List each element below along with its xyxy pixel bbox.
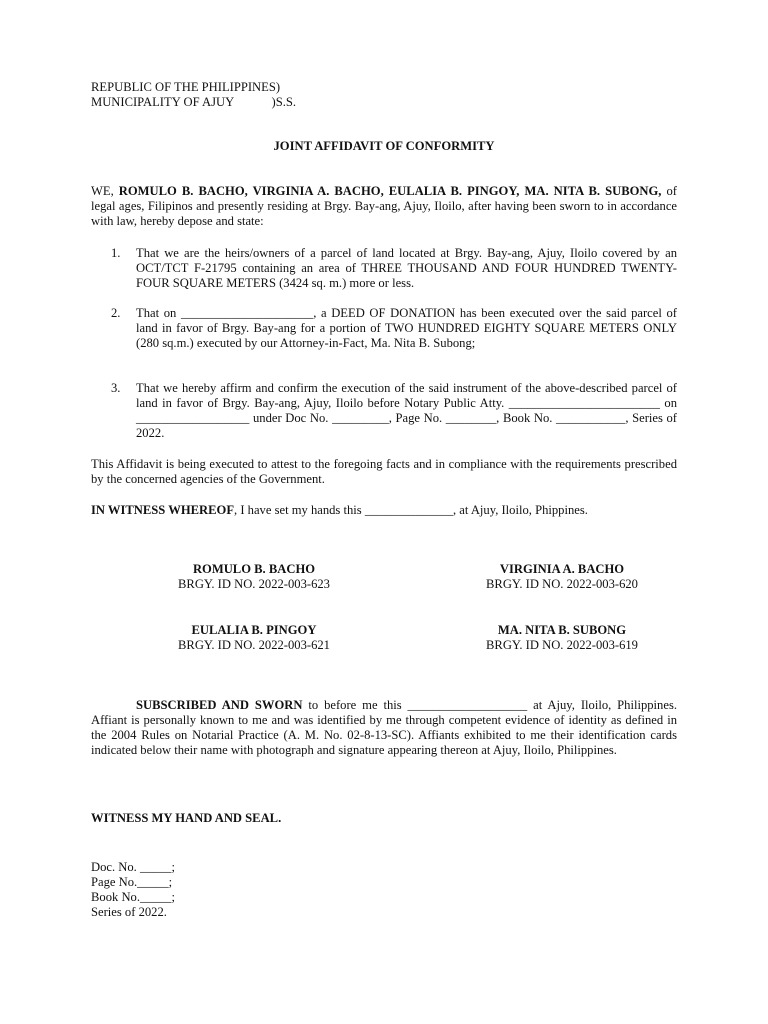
statement-item <box>91 381 677 441</box>
venue-block <box>91 80 296 110</box>
intro-rest: of legal ages, Filipinos and presently residing at Brgy. Bay-ang, Ajuy, Iloilo, after having been sworn to in accordance with law, hereby depose and state: <box>91 184 677 228</box>
witness-lead: IN WITNESS WHEREOF <box>91 503 235 517</box>
jurat-paragraph <box>91 698 677 758</box>
signatory-name: EULALIA B. PINGOY <box>191 623 317 637</box>
document-title: JOINT AFFIDAVIT OF CONFORMITY <box>273 139 495 153</box>
statement-item <box>91 246 677 291</box>
venue-republic: REPUBLIC OF THE PHILIPPINES) <box>91 80 281 94</box>
signatory-name: MA. NITA B. SUBONG <box>497 623 627 637</box>
statement-number: 2. <box>111 306 121 320</box>
witness-paragraph <box>91 503 677 518</box>
signatory-block <box>432 623 692 653</box>
signatory-id: BRGY. ID NO. 2022-003-621 <box>178 638 330 652</box>
book-number: Book No._____; <box>91 890 175 904</box>
statement-number: 1. <box>111 246 121 260</box>
signatory-block <box>124 623 384 653</box>
series-year: Series of 2022. <box>91 905 167 919</box>
venue-municipality: MUNICIPALITY OF AJUY )S.S. <box>91 95 297 109</box>
intro-paragraph <box>91 184 677 229</box>
signatory-id: BRGY. ID NO. 2022-003-623 <box>178 577 330 591</box>
signatory-name: VIRGINIA A. BACHO <box>499 562 625 576</box>
statement-text: That we hereby affirm and confirm the execution of the said instrument of the above-described parcel of land in favor of Brgy. Bay-ang, Ajuy, Iloilo before Notary Public Atty. ________________________ on __________________ under Doc No. _________, Page No. ________, Book No. ___________, Series of 2022. <box>136 381 677 440</box>
seal-statement: WITNESS MY HAND AND SEAL. <box>91 811 282 825</box>
signatory-name: ROMULO B. BACHO <box>192 562 316 576</box>
signatory-id: BRGY. ID NO. 2022-003-619 <box>486 638 638 652</box>
notarial-register <box>91 860 175 920</box>
compliance-paragraph: This Affidavit is being executed to attest to the foregoing facts and in compliance with the requirements prescribed by the concerned agencies of the Government. <box>91 457 677 486</box>
page-number: Page No._____; <box>91 875 173 889</box>
signatory-block <box>432 562 692 592</box>
jurat-lead: SUBSCRIBED AND SWORN <box>136 698 303 712</box>
statement-text: That on _____________________, a DEED OF DONATION has been executed over the said parcel of land in favor of Brgy. Bay-ang for a portion of TWO HUNDRED EIGHTY SQUARE METERS ONLY (280 sq.m.) executed by our Attorney-in-Fact, Ma. Nita B. Subong; <box>136 306 677 350</box>
affiant-names: ROMULO B. BACHO, VIRGINIA A. BACHO, EULALIA B. PINGOY, MA. NITA B. SUBONG, <box>118 184 662 198</box>
signatory-block <box>124 562 384 592</box>
intro-lead: WE, <box>91 184 119 198</box>
doc-number: Doc. No. _____; <box>91 860 175 874</box>
statement-item <box>91 306 677 351</box>
statement-text: That we are the heirs/owners of a parcel of land located at Brgy. Bay-ang, Ajuy, Iloilo covered by an OCT/TCT F-21795 containing an area of THREE THOUSAND AND FOUR HUNDRED TWENTY-FOUR SQUARE METERS (3424 sq. m.) more or less. <box>136 246 677 290</box>
jurat-rest: to before me this ___________________ at Ajuy, Iloilo, Philippines. Affiant is personally known to me and was identified by me through competent evidence of identity as defined in the 2004 Rules on Notarial Practice (A. M. No. 02-8-13-SC). Affiants exhibited to me their identification cards indicated below their name with photograph and signature appearing thereon at Ajuy, Iloilo, Philippines. <box>91 698 677 757</box>
signatory-id: BRGY. ID NO. 2022-003-620 <box>486 577 638 591</box>
witness-rest: , I have set my hands this ______________, at Ajuy, Iloilo, Phippines. <box>234 503 588 517</box>
statement-number: 3. <box>111 381 121 395</box>
